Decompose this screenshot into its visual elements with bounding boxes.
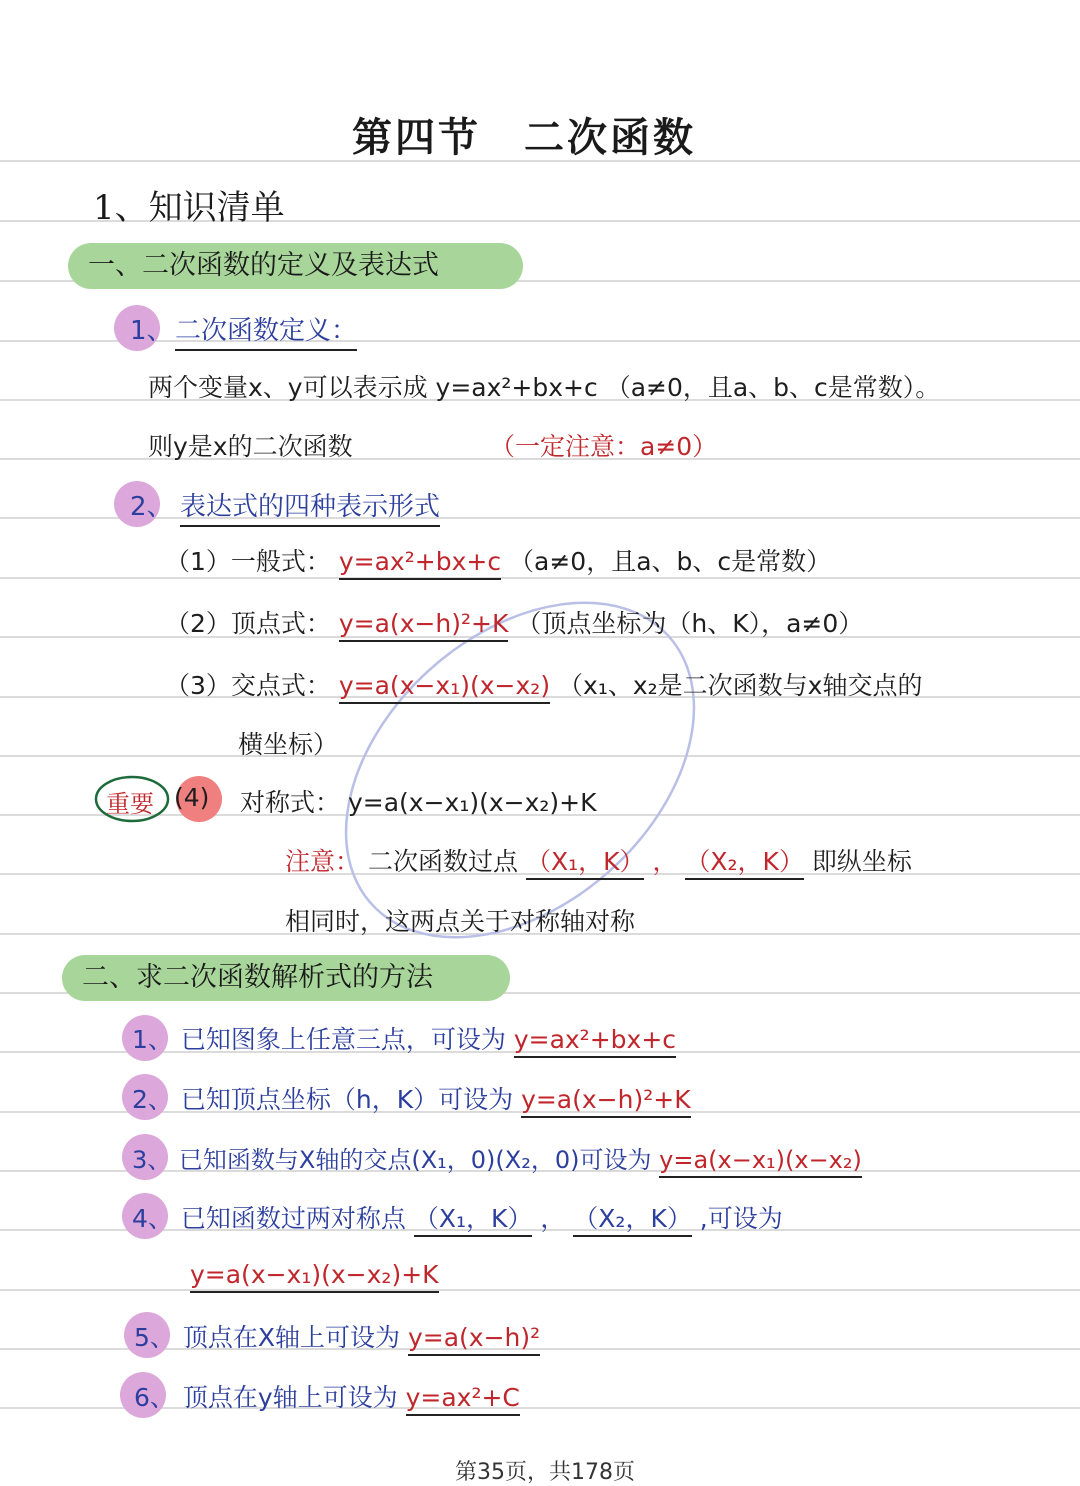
form-rest: （顶点坐标为（h、K），a≠0） [516, 609, 864, 638]
method-4-formula: y=a(x−x₁)(x−x₂)+K [190, 1260, 439, 1293]
def-number: 1、 [130, 316, 173, 346]
def-line1-text: 两个变量x、y可以表示成 [148, 373, 428, 402]
form-label: （2）顶点式： [165, 609, 331, 638]
method-formula: y=a(x−h)² [408, 1323, 540, 1356]
method-text: 顶点在y轴上可设为 [182, 1383, 398, 1412]
item4-line [240, 783, 597, 819]
note-point1: （X₁，K） [526, 847, 645, 880]
note-sep: ， [652, 847, 678, 876]
item4-label: 对称式： [240, 788, 341, 817]
form-item-general [165, 542, 831, 578]
note-tail: 即纵坐标 [811, 847, 912, 876]
form-label: （1）一般式： [165, 547, 331, 576]
method-tail: ,可设为 [699, 1204, 783, 1233]
method-formula: y=a(x−x₁)(x−x₂) [659, 1146, 862, 1178]
page-footer: 第35页，共178页 [455, 1460, 635, 1485]
form-rest: （a≠0，且a、b、c是常数） [509, 547, 832, 576]
method-number: 4、 [132, 1204, 173, 1233]
method-2 [132, 1080, 691, 1116]
method-text: 已知图象上任意三点，可设为 [180, 1025, 506, 1054]
method-number: 1、 [132, 1025, 173, 1054]
form-formula: y=a(x−x₁)(x−x₂) [339, 671, 550, 704]
note-point2: （X₂，K） [685, 847, 804, 880]
section-band-definition: 一、二次函数的定义及表达式 [68, 243, 523, 289]
method-text: 已知函数与X轴的交点(X₁，0)(X₂，0)可设为 [178, 1146, 652, 1174]
method-formula: y=a(x−h)²+K [521, 1085, 691, 1118]
page-title: 第四节 二次函数 [352, 114, 696, 161]
item4-number: (4) [174, 783, 210, 812]
note-line1 [285, 842, 912, 878]
section-band-methods: 二、求二次函数解析式的方法 [62, 955, 510, 1001]
method-5 [134, 1318, 540, 1354]
form-label: （3）交点式： [165, 671, 331, 700]
def-line1-formula: y=ax²+bx+c [435, 373, 598, 402]
form-item-intercept [165, 666, 922, 702]
note-label: 注意： [285, 847, 361, 876]
method-1 [132, 1020, 676, 1056]
method-point1: （X₁，K） [414, 1204, 533, 1237]
form-formula: y=a(x−h)²+K [339, 609, 509, 642]
method-number: 3、 [132, 1146, 172, 1174]
item4-formula: y=a(x−x₁)(x−x₂)+K [347, 788, 597, 817]
method-text: 已知顶点坐标（h，K）可设为 [180, 1085, 514, 1114]
method-4 [132, 1199, 783, 1235]
form-rest: （x₁、x₂是二次函数与x轴交点的 [558, 671, 923, 700]
def-line2-note: （一定注意：a≠0） [490, 432, 718, 461]
form-item-intercept-cont: 横坐标） [238, 730, 339, 759]
method-text: 已知函数过两对称点 [180, 1204, 406, 1233]
def-line1 [148, 368, 940, 404]
method-number: 5、 [134, 1323, 175, 1352]
note-text: 二次函数过点 [367, 847, 518, 876]
method-6 [134, 1378, 520, 1414]
method-point2: （X₂，K） [573, 1204, 692, 1237]
method-formula: y=ax²+bx+c [514, 1025, 676, 1058]
form-item-vertex [165, 604, 863, 640]
method-sep: ， [540, 1204, 566, 1233]
method-text: 顶点在X轴上可设为 [182, 1323, 400, 1352]
method-number: 2、 [132, 1085, 173, 1114]
form-formula: y=ax²+bx+c [339, 547, 501, 580]
method-number: 6、 [134, 1383, 175, 1412]
section-heading: 1、知识清单 [93, 188, 285, 228]
note-line2: 相同时，这两点关于对称轴对称 [285, 907, 636, 936]
def-line2: 则y是x的二次函数 [148, 432, 353, 461]
def-title: 二次函数定义： [175, 310, 357, 351]
forms-title: 表达式的四种表示形式 [180, 486, 440, 527]
def-line1-rest: （a≠0，且a、b、c是常数）。 [605, 373, 941, 402]
important-tag: 重要 [106, 790, 154, 818]
method-3 [132, 1140, 862, 1175]
method-formula: y=ax²+C [406, 1383, 520, 1416]
forms-number: 2、 [130, 492, 173, 522]
